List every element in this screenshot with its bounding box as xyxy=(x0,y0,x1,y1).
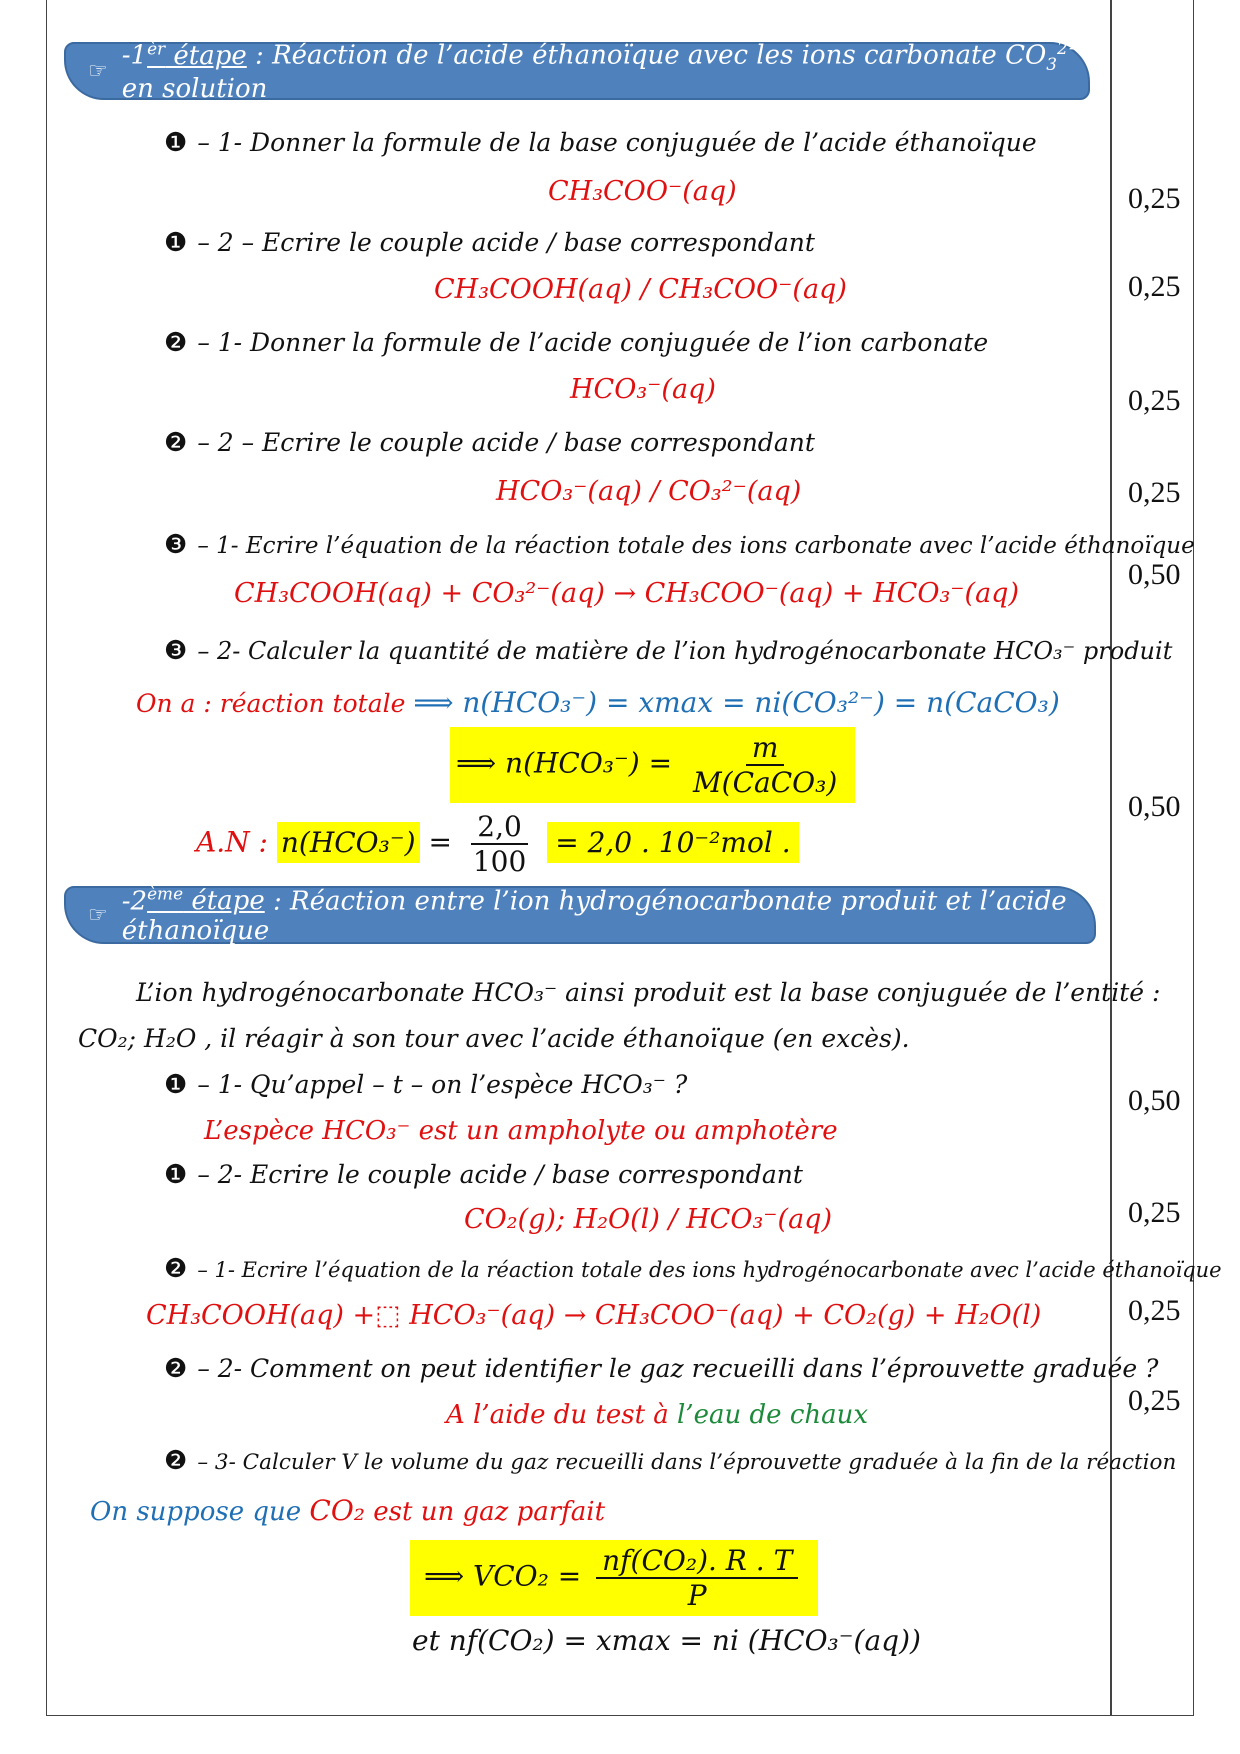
question-2-1: ❷ – 1- Donner la formule de l’acide conjuguée de l’ion carbonate xyxy=(164,328,989,358)
question-3-1: ❸ – 1- Ecrire l’équation de la réaction totale des ions carbonate avec l’acide éthanoïque xyxy=(164,530,1195,560)
s2-answer-2-3: On suppose que CO₂ est un gaz parfait xyxy=(90,1494,606,1527)
s2-answer-1-1: L’espèce HCO₃⁻ est un ampholyte ou amphotère xyxy=(204,1116,838,1146)
s2-question-2-3: ❷ – 3- Calculer V le volume du gaz recueilli dans l’éprouvette graduée à la fin de la réaction xyxy=(164,1446,1177,1476)
numerical-application: A.N : n(HCO₃⁻) = $\frac{2,0}{100}$ = 2,0 . 10⁻²mol . xyxy=(196,810,799,878)
question-1-2: ❶ – 2 – Ecrire le couple acide / base correspondant xyxy=(164,228,815,258)
mark-q3-1: 0,50 xyxy=(1128,558,1181,591)
bullet-one-icon: ❶ xyxy=(164,1160,188,1190)
bullet-two-icon: ❷ xyxy=(164,428,188,458)
mark-q3-2: 0,50 xyxy=(1128,790,1181,823)
bullet-one-icon: ❶ xyxy=(164,128,188,158)
pointing-hand-icon: ☞ xyxy=(88,902,108,928)
answer-3-1: CH₃COOH(aq) + CO₃²⁻(aq) → CH₃COO⁻(aq) + HCO₃⁻(aq) xyxy=(234,578,1019,609)
mark-q1-2: 0,25 xyxy=(1128,270,1181,303)
s2-question-1-2: ❶ – 2- Ecrire le couple acide / base correspondant xyxy=(164,1160,803,1190)
bullet-one-icon: ❶ xyxy=(164,228,188,258)
gas-volume-formula-highlight: ⟹ VCO₂ = $\frac{\text{nf(CO₂). R . T}}{P}$ xyxy=(410,1540,818,1616)
section2-intro-line2: CO₂; H₂O , il réagir à son tour avec l’acide éthanoïque (en excès). xyxy=(78,1024,910,1053)
mark-s2-q1-1: 0,50 xyxy=(1128,1084,1181,1117)
answer-3-2-line: On a : réaction totale ⟹ n(HCO₃⁻) = xmax = ni(CO₃²⁻) = n(CaCO₃) xyxy=(136,686,1060,719)
mark-s2-q2-1: 0,25 xyxy=(1128,1294,1181,1327)
bullet-two-icon: ❷ xyxy=(164,1446,188,1476)
section2-banner-text: -2ème étape : Réaction entre l’ion hydrogénocarbonate produit et l’acide éthanoïque xyxy=(121,883,1067,947)
s2-question-2-2: ❷ – 2- Comment on peut identifier le gaz recueilli dans l’éprouvette graduée ? xyxy=(164,1354,1159,1384)
section2-banner xyxy=(64,883,1096,947)
s2-question-1-1: ❶ – 1- Qu’appel – t – on l’espèce HCO₃⁻ ? xyxy=(164,1070,688,1100)
mark-q2-1: 0,25 xyxy=(1128,384,1181,417)
s2-question-2-1: ❷ – 1- Ecrire l’équation de la réaction totale des ions hydrogénocarbonate avec l’acide éthanoïque xyxy=(164,1254,1222,1284)
question-1-1: ❶ – 1- Donner la formule de la base conjuguée de l’acide éthanoïque xyxy=(164,128,1037,158)
section2-intro-line1: L’ion hydrogénocarbonate HCO₃⁻ ainsi produit est la base conjuguée de l’entité : xyxy=(136,978,1161,1007)
mark-q2-2: 0,25 xyxy=(1128,476,1181,509)
section1-banner-text: $-1^{èr}$ étape : Réaction de l’acide éthanoïque avec les ions carbonate $CO_3^{2-}$ en solution xyxy=(121,38,1082,104)
answer-2-1: HCO₃⁻(aq) xyxy=(570,374,716,405)
final-amount-equation: et nf(CO₂) = xmax = ni (HCO₃⁻(aq)) xyxy=(412,1624,921,1657)
molar-formula-highlight: ⟹ n(HCO₃⁻) = $\frac{m}{\text{M(CaCO₃)}}$ xyxy=(450,727,855,803)
bullet-one-icon: ❶ xyxy=(164,1070,188,1100)
s2-answer-2-1: CH₃COOH(aq) +⬚ HCO₃⁻(aq) → CH₃COO⁻(aq) + CO₂(g) + H₂O(l) xyxy=(146,1300,1042,1331)
bullet-two-icon: ❷ xyxy=(164,328,188,358)
question-2-2: ❷ – 2 – Ecrire le couple acide / base correspondant xyxy=(164,428,815,458)
bullet-two-icon: ❷ xyxy=(164,1254,188,1284)
mark-s2-q1-2: 0,25 xyxy=(1128,1196,1181,1229)
s2-answer-2-2: A l’aide du test à l’eau de chaux xyxy=(446,1400,869,1430)
mark-s2-q2-2: 0,25 xyxy=(1128,1384,1181,1417)
mark-q1-1: 0,25 xyxy=(1128,182,1181,215)
bullet-three-icon: ❸ xyxy=(164,530,188,560)
question-3-2: ❸ – 2- Calculer la quantité de matière de l’ion hydrogénocarbonate HCO₃⁻ produit xyxy=(164,636,1173,666)
section1-banner xyxy=(64,38,1090,104)
s2-answer-1-2: CO₂(g); H₂O(l) / HCO₃⁻(aq) xyxy=(464,1204,832,1235)
bullet-two-icon: ❷ xyxy=(164,1354,188,1384)
answer-1-1: CH₃COO⁻(aq) xyxy=(548,176,737,207)
pointing-hand-icon: ☞ xyxy=(88,58,108,84)
answer-1-2: CH₃COOH(aq) / CH₃COO⁻(aq) xyxy=(434,274,847,305)
answer-2-2: HCO₃⁻(aq) / CO₃²⁻(aq) xyxy=(496,476,802,507)
bullet-three-icon: ❸ xyxy=(164,636,188,666)
